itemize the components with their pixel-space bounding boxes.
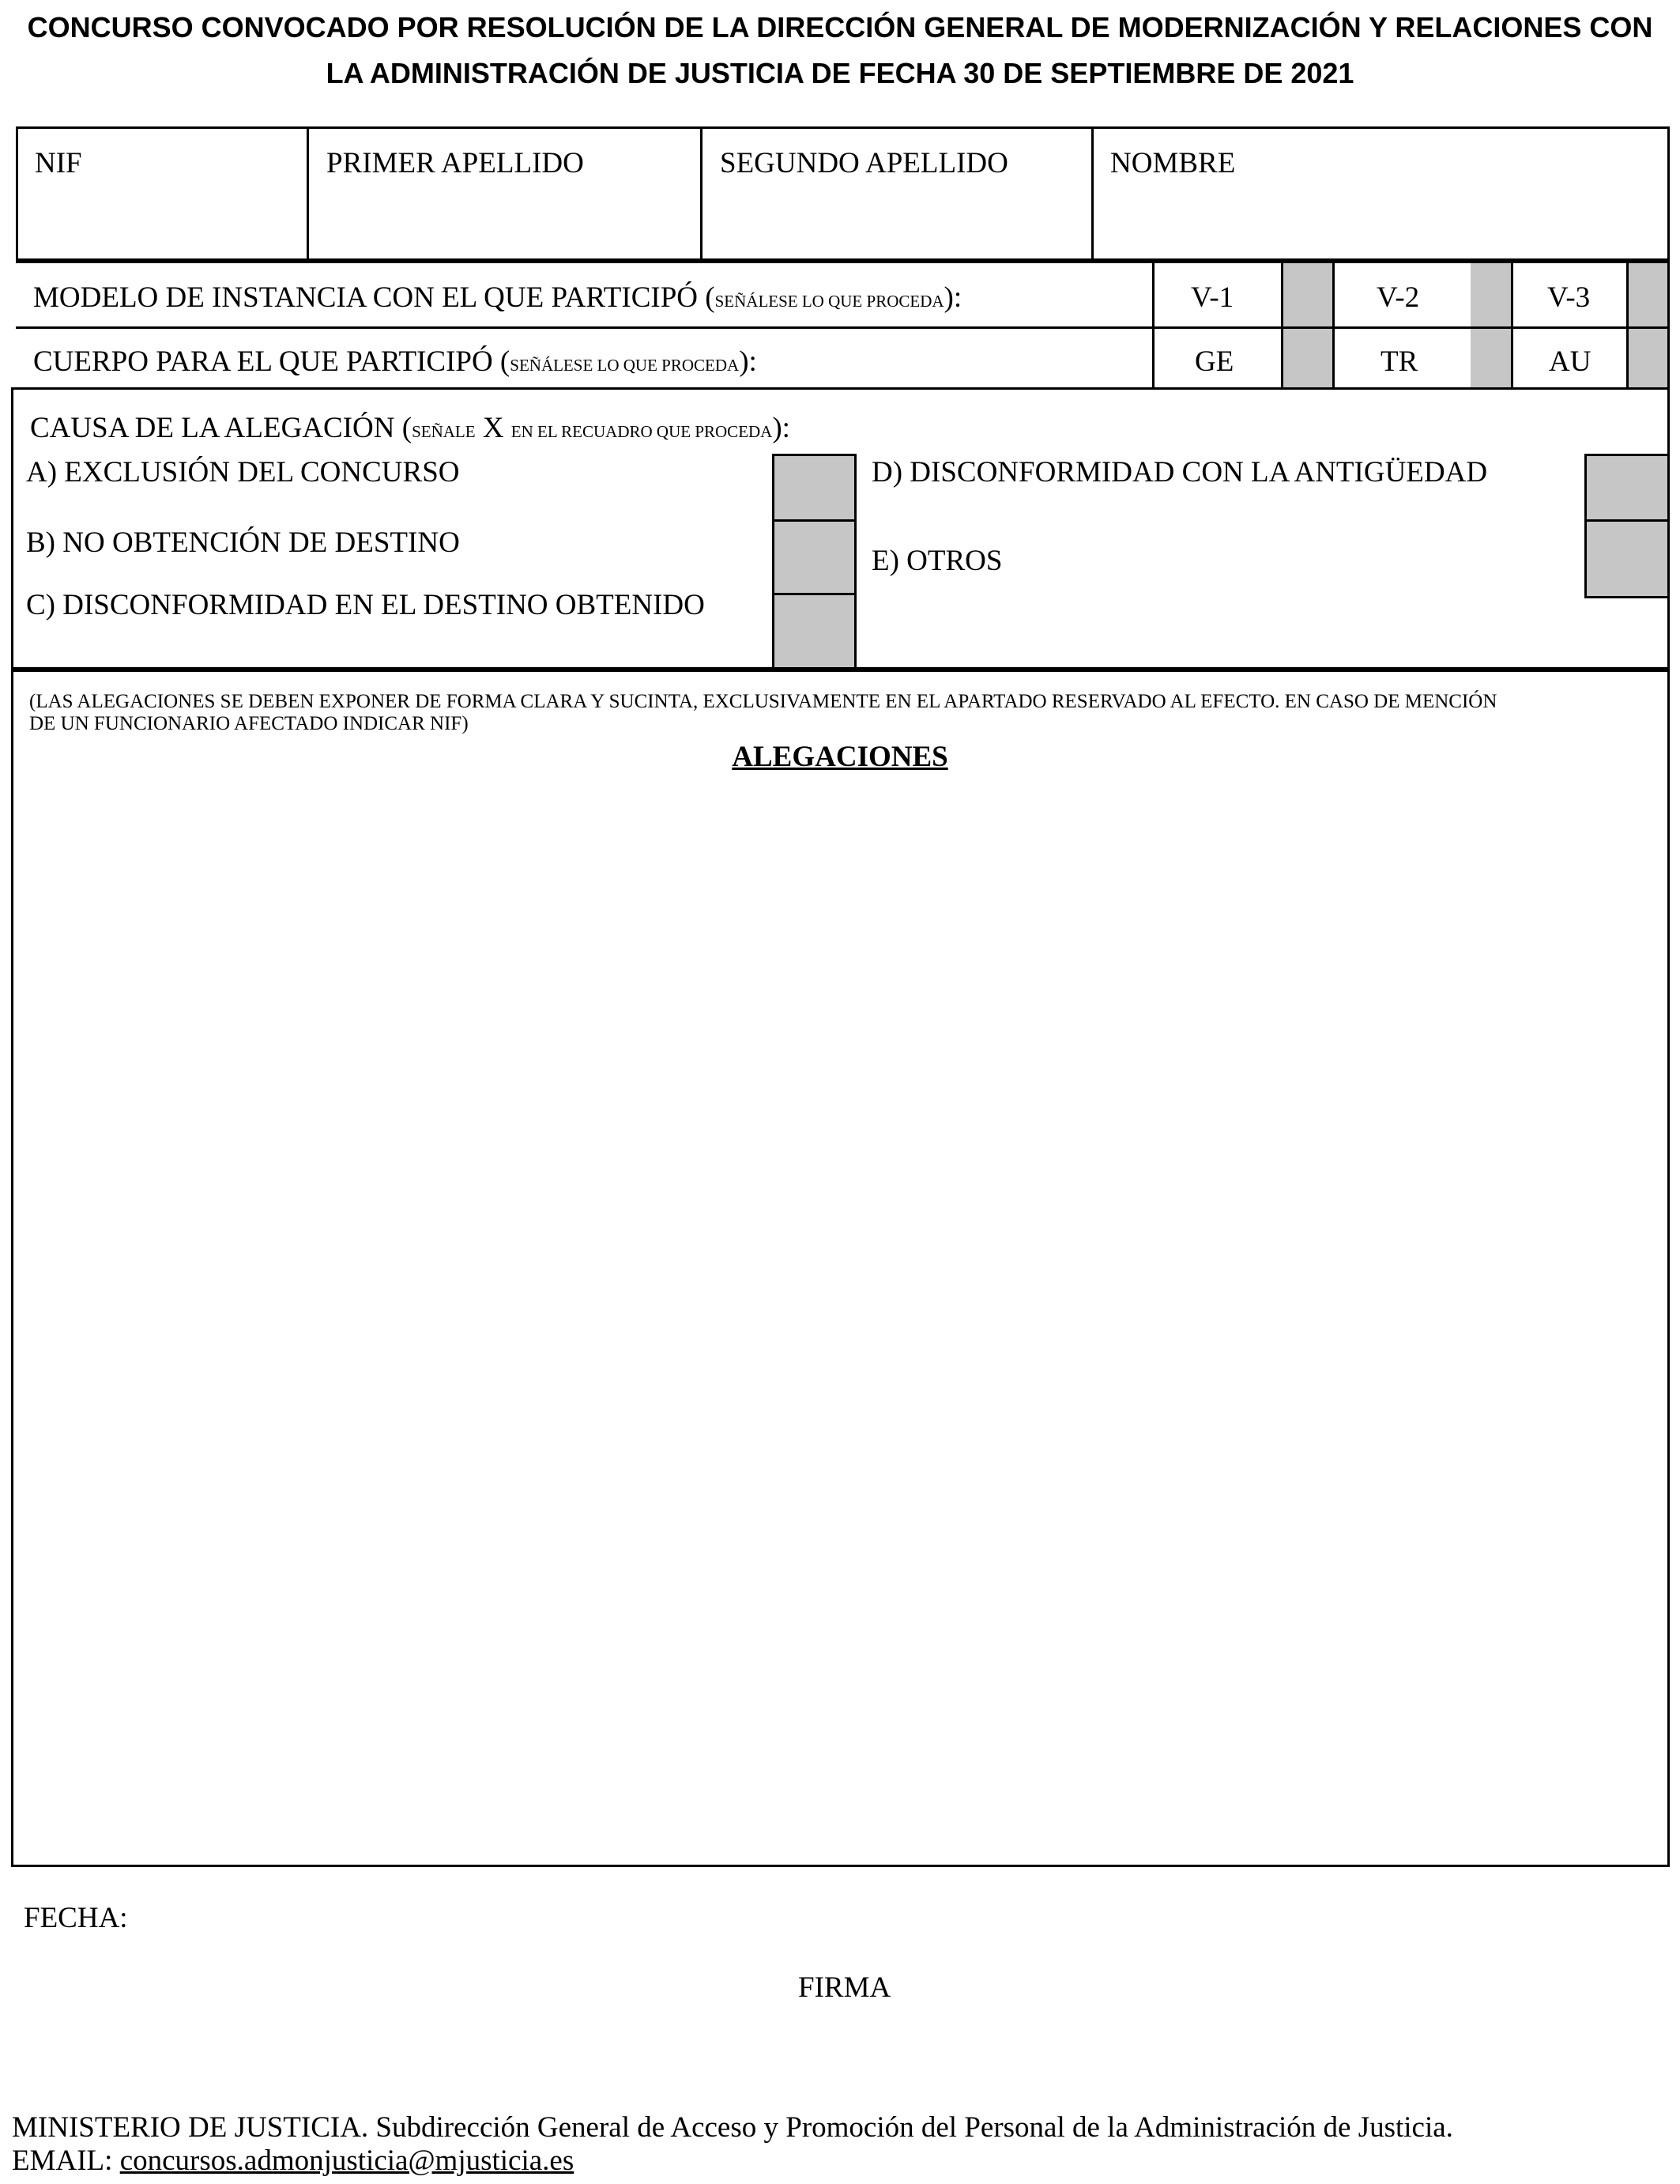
checkbox-c[interactable]	[772, 593, 857, 670]
nif-field-label: NIF	[35, 147, 82, 179]
alegaciones-instructions-2: DE UN FUNCIONARIO AFECTADO INDICAR NIF)	[29, 713, 469, 734]
segundo-apellido-input-area[interactable]	[703, 190, 1090, 258]
cuerpo-label-text: CUERPO PARA EL QUE PARTICIPÓ (	[33, 345, 510, 378]
option-v2-label: V-2	[1377, 281, 1420, 314]
causa-label	[30, 411, 790, 449]
segundo-apellido-field-label: SEGUNDO APELLIDO	[720, 147, 1008, 179]
option-c-label: C) DISCONFORMIDAD EN EL DESTINO OBTENIDO	[26, 589, 705, 621]
alegaciones-title: ALEGACIONES	[732, 741, 948, 773]
divider	[700, 126, 703, 261]
option-ge-label: GE	[1195, 345, 1234, 378]
checkbox-ge[interactable]	[1281, 329, 1332, 387]
nif-input-area[interactable]	[19, 190, 305, 258]
checkbox-au[interactable]	[1626, 329, 1670, 387]
divider	[1332, 261, 1335, 387]
primer-apellido-input-area[interactable]	[310, 190, 699, 258]
footer-email-line	[12, 2144, 574, 2178]
causa-note-x: X	[482, 412, 504, 444]
row-divider	[16, 326, 1670, 329]
alegaciones-instructions-1: (LAS ALEGACIONES SE DEBEN EXPONER DE FORMA CLARA Y SUCINTA, EXCLUSIVAMENTE EN EL APARTADO RESERVADO AL EFECTO. EN CASO DE MENCIÓN	[29, 691, 1497, 712]
email-link[interactable]: concursos.admonjusticia@mjusticia.es	[119, 2144, 574, 2177]
checkbox-v2[interactable]	[1471, 263, 1512, 326]
divider	[1152, 261, 1155, 387]
option-b-label: B) NO OBTENCIÓN DE DESTINO	[26, 526, 460, 559]
causa-note-a: SEÑALE	[412, 422, 476, 441]
divider	[1281, 261, 1283, 387]
cuerpo-note: SEÑÁLESE LO QUE PROCEDA	[510, 356, 740, 375]
option-d-label: D) DISCONFORMIDAD CON LA ANTIGÜEDAD	[872, 456, 1488, 488]
causa-note-b: EN EL RECUADRO QUE PROCEDA	[510, 422, 773, 441]
checkbox-d[interactable]	[1584, 454, 1670, 522]
form-header	[0, 5, 1680, 96]
divider	[1091, 126, 1094, 261]
modelo-note: SEÑÁLESE LO QUE PROCEDA	[714, 292, 944, 311]
divider	[1511, 261, 1513, 387]
option-e-label: E) OTROS	[872, 545, 1003, 577]
fecha-label: FECHA:	[24, 1902, 128, 1934]
checkbox-v3[interactable]	[1626, 263, 1670, 326]
modelo-close: ):	[944, 281, 962, 314]
cuerpo-label	[33, 345, 757, 383]
cuerpo-close: ):	[739, 345, 757, 378]
causa-close: ):	[772, 412, 790, 444]
option-v1-label: V-1	[1191, 281, 1234, 314]
firma-area[interactable]	[632, 2012, 1059, 2091]
causa-label-text: CAUSA DE LA ALEGACIÓN (	[30, 412, 412, 444]
checkbox-b[interactable]	[772, 519, 857, 595]
header-line-2: LA ADMINISTRACIÓN DE JUSTICIA DE FECHA 30 DE SEPTIEMBRE DE 2021	[326, 57, 1354, 89]
thick-divider	[16, 259, 1670, 263]
nombre-field-label: NOMBRE	[1110, 147, 1236, 179]
divider	[1667, 261, 1670, 387]
option-v3-label: V-3	[1547, 281, 1591, 314]
option-a-label: A) EXCLUSIÓN DEL CONCURSO	[26, 456, 460, 488]
header-line-1: CONCURSO CONVOCADO POR RESOLUCIÓN DE LA DIRECCIÓN GENERAL DE MODERNIZACIÓN Y RELACIONES CON	[27, 11, 1653, 43]
footer-line-1: MINISTERIO DE JUSTICIA. Subdirección General de Acceso y Promoción del Personal de la Administración de Justicia.	[12, 2111, 1453, 2144]
alegaciones-text-area[interactable]	[16, 783, 1665, 1862]
primer-apellido-field-label: PRIMER APELLIDO	[326, 147, 584, 179]
modelo-label-text: MODELO DE INSTANCIA CON EL QUE PARTICIPÓ (	[33, 281, 715, 314]
firma-label: FIRMA	[798, 1971, 891, 2004]
modelo-label	[33, 281, 962, 319]
divider	[1626, 261, 1629, 387]
fecha-input-area[interactable]	[134, 1897, 687, 1937]
checkbox-v1[interactable]	[1281, 263, 1332, 326]
nombre-input-area[interactable]	[1094, 190, 1667, 258]
option-tr-label: TR	[1381, 345, 1418, 378]
email-label: EMAIL:	[12, 2144, 113, 2177]
checkbox-a[interactable]	[772, 454, 857, 522]
divider	[307, 126, 309, 261]
option-au-label: AU	[1549, 345, 1591, 378]
checkbox-tr-marker[interactable]	[1471, 329, 1512, 387]
checkbox-e[interactable]	[1584, 519, 1670, 598]
